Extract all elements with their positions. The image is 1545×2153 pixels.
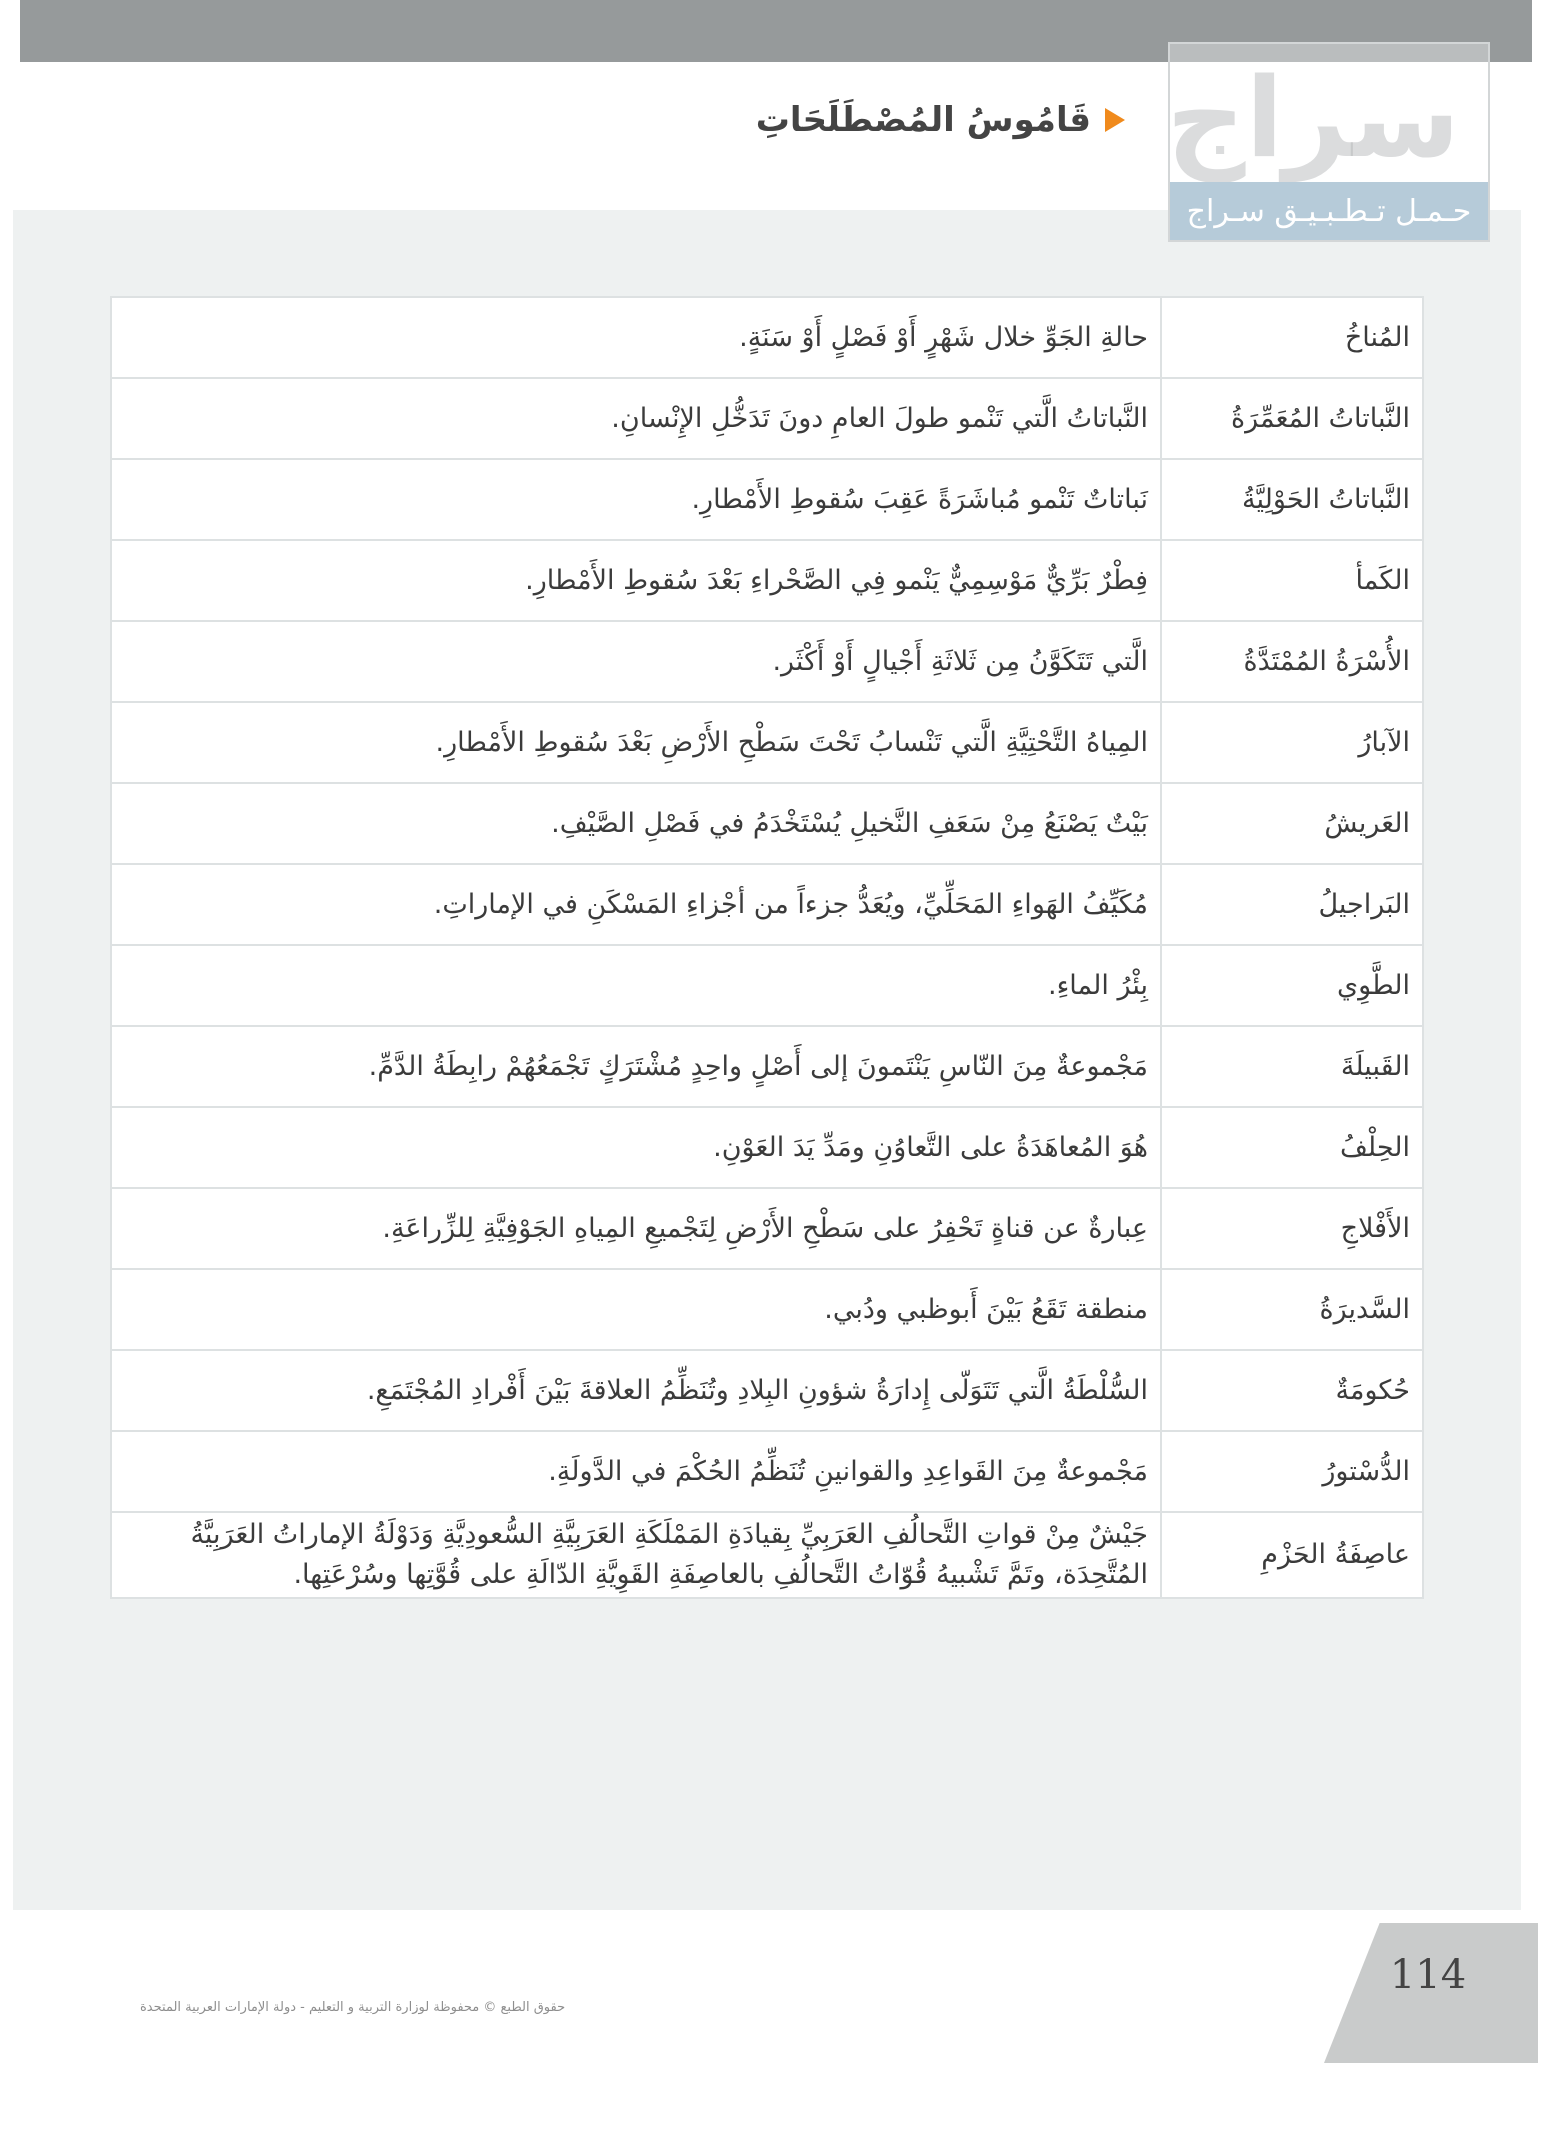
term-cell: النَّباتاتُ الحَوْلِيَّةُ — [1161, 459, 1423, 540]
table-row — [111, 1188, 1423, 1269]
term-cell: المُناخُ — [1161, 297, 1423, 378]
table-row — [111, 621, 1423, 702]
glossary-table — [110, 296, 1424, 1599]
definition-cell: عِبارةٌ عن قناةٍ تَحْفِرُ على سَطْحِ الأَرْضِ لِتَجْميعِ المِياهِ الجَوْفِيَّةِ لِلزِّراعَةِ. — [111, 1188, 1161, 1269]
term-cell: الآبارُ — [1161, 702, 1423, 783]
definition-cell: مُكَيِّفُ الهَواءِ المَحَلِّيِّ، ويُعَدُّ جزءاً من أجْزاءِ المَسْكَنِ في الإماراتِ. — [111, 864, 1161, 945]
table-row — [111, 1026, 1423, 1107]
siraj-app-logo[interactable] — [1168, 42, 1490, 242]
table-row — [111, 783, 1423, 864]
table-row — [111, 1431, 1423, 1512]
arrow-icon — [1105, 108, 1125, 132]
term-cell: البَراجيلُ — [1161, 864, 1423, 945]
definition-cell: بَيْتٌ يَصْنَعُ مِنْ سَعَفِ النَّخيلِ يُسْتَخْدَمُ في فَصْلِ الصَّيْفِ. — [111, 783, 1161, 864]
table-row — [111, 297, 1423, 378]
term-cell: الطَّوِي — [1161, 945, 1423, 1026]
definition-cell: منطقة تَقَعُ بَيْنَ أَبوظبي ودُبي. — [111, 1269, 1161, 1350]
definition-cell: فِطْرٌ بَرِّيٌّ مَوْسِمِيٌّ يَنْمو فِي الصَّحْراءِ بَعْدَ سُقوطِ الأَمْطارِ. — [111, 540, 1161, 621]
page-title: قَامُوسُ المُصْطَلَحَاتِ — [755, 100, 1091, 140]
term-cell: القَبيلَةَ — [1161, 1026, 1423, 1107]
definition-cell: الَّتي تَتَكَوَّنُ مِن ثَلاثَةِ أَجْيالٍ أَوْ أَكْثَر. — [111, 621, 1161, 702]
definition-cell: السُّلْطَةُ الَّتي تَتَوَلّى إِدارَةُ شؤونِ البِلادِ وتُنَظِّمُ العلاقةَ بَيْنَ أَفْرادِ المُجْتَمَعِ. — [111, 1350, 1161, 1431]
term-cell: الأَفْلاجِ — [1161, 1188, 1423, 1269]
term-cell: الأُسْرَةُ المُمْتَدَّةُ — [1161, 621, 1423, 702]
table-row — [111, 1269, 1423, 1350]
definition-cell: جَيْشٌ مِنْ قواتِ التَّحالُفِ العَرَبِيِّ بِقيادَةِ المَمْلَكَةِ العَرَبِيَّةِ السُّعودِيَّةِ وَدَوْلَةُ الإماراتُ العَرَبِيَّةُ المُتَّحِدَة، وتَمَّ تَشْبيهُ قُوّاتُ التَّحالُفِ بالعاصِفَةِ القَوِيَّةِ الدّالَةِ على قُوَّتِها وسُرْعَتِها. — [111, 1512, 1161, 1598]
definition-cell: هُوَ المُعاهَدَةُ على التَّعاوُنِ ومَدِّ يَدَ العَوْنِ. — [111, 1107, 1161, 1188]
copyright-notice: حقوق الطبع © محفوظة لوزارة التربية و التعليم - دولة الإمارات العربية المتحدة — [140, 2000, 566, 2015]
definition-cell: حالةِ الجَوِّ خلال شَهْرٍ أَوْ فَصْلٍ أَوْ سَنَةٍ. — [111, 297, 1161, 378]
term-cell: العَريشُ — [1161, 783, 1423, 864]
definition-cell: مَجْموعةٌ مِنَ القَواعِدِ والقوانينِ تُنَظِّمُ الحُكْمَ في الدَّولَةِ. — [111, 1431, 1161, 1512]
term-cell: النَّباتاتُ المُعَمِّرَةُ — [1161, 378, 1423, 459]
definition-cell: النَّباتاتُ الَّتي تَنْمو طولَ العامِ دونَ تَدَخُّلِ الإِنْسانِ. — [111, 378, 1161, 459]
definition-cell: نَباتاتٌ تَنْمو مُباشَرَةً عَقِبَ سُقوطِ الأَمْطارِ. — [111, 459, 1161, 540]
section-heading — [756, 100, 1125, 140]
definition-cell: بِئْرُ الماءِ. — [111, 945, 1161, 1026]
term-cell: السَّديرَةُ — [1161, 1269, 1423, 1350]
definition-cell: مَجْموعةٌ مِنَ النّاسِ يَنْتَمونَ إلى أَصْلٍ واحِدٍ مُشْتَرَكٍ تَجْمَعُهُمْ رابِطَةُ الدَّمِّ. — [111, 1026, 1161, 1107]
table-row — [111, 945, 1423, 1026]
table-row — [111, 540, 1423, 621]
definition-cell: المِياهُ التَّحْتِيَّةِ الَّتي تَنْسابُ تَحْتَ سَطْحِ الأَرْضِ بَعْدَ سُقوطِ الأَمْطارِ. — [111, 702, 1161, 783]
term-cell: الدُّسْتورُ — [1161, 1431, 1423, 1512]
table-row — [111, 1107, 1423, 1188]
logo-mark: سراج — [1166, 54, 1460, 182]
table-row — [111, 864, 1423, 945]
term-cell: حُكومَةٌ — [1161, 1350, 1423, 1431]
page-number: 114 — [1389, 1952, 1467, 1998]
term-cell: الحِلْفُ — [1161, 1107, 1423, 1188]
term-cell: الكَمأ — [1161, 540, 1423, 621]
table-row — [111, 1350, 1423, 1431]
table-row — [111, 1512, 1423, 1598]
table-row — [111, 378, 1423, 459]
table-row — [111, 459, 1423, 540]
logo-caption: حـمـل تـطـبـيـق سـراج — [1170, 182, 1488, 240]
table-row — [111, 702, 1423, 783]
term-cell: عاصِفَةُ الحَزْمِ — [1161, 1512, 1423, 1598]
